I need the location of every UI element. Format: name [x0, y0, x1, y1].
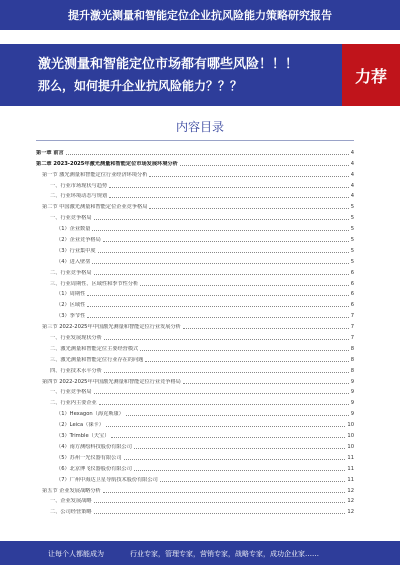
toc-entry-page: 9 [350, 411, 354, 418]
toc-entry[interactable] [36, 255, 354, 266]
toc-entry-page: 8 [350, 367, 354, 374]
toc-entry-text: （1）企业数量 [56, 226, 91, 233]
toc-divider [36, 140, 354, 141]
toc-leader-dots [94, 513, 346, 514]
toc-entry-text: 一、行业市场现状与趋势 [50, 182, 108, 189]
toc-entry-text: （3）行业集中度 [56, 247, 96, 254]
toc-leader-dots [94, 274, 349, 275]
toc-entry-text: （7）广州中海达卫星导航技术股份有限公司 [56, 476, 158, 483]
toc-entry-page: 11 [347, 454, 354, 461]
toc-leader-dots [134, 448, 345, 449]
toc-entry-page: 5 [350, 215, 354, 222]
toc-entry[interactable] [36, 179, 354, 190]
toc-entry-text: 二、行业内主要企业 [50, 400, 97, 407]
toc-entry-page: 7 [350, 324, 354, 331]
toc-leader-dots [103, 492, 346, 493]
toc-leader-dots [111, 437, 345, 438]
toc-entry-page: 4 [350, 160, 354, 167]
toc-entry-text: 三、行业周期性、区域性和季节性分析 [50, 280, 139, 287]
footer-slogan-left: 让每个人都能成为 [48, 550, 104, 558]
toc-entry-text: （2）Leica（徕卡） [56, 422, 104, 429]
toc-leader-dots [104, 372, 349, 373]
toc-entry[interactable] [36, 364, 354, 375]
toc-entry-text: （2）区域性 [56, 302, 86, 309]
toc-entry[interactable] [36, 407, 354, 418]
toc-entry[interactable] [36, 353, 354, 364]
toc-entry-page: 12 [347, 509, 354, 516]
toc-entry-text: （1）Hexagon（海克斯康） [56, 411, 124, 418]
toc-entry-text: （3）季节性 [56, 313, 86, 320]
toc-entry-text: 第三节 2022-2025年中国激光测量和智能定位行业发展分析 [42, 324, 181, 331]
toc-entry-page: 8 [350, 356, 354, 363]
toc-entry-text: 一、企业发展战略 [50, 498, 92, 505]
toc-leader-dots [94, 502, 346, 503]
toc-leader-dots [149, 208, 348, 209]
toc-entry-page: 12 [347, 498, 354, 505]
toc-entry[interactable] [36, 211, 354, 222]
toc-entry-text: 一、行业竞争格局 [50, 215, 92, 222]
toc-entry-text: （2）企业竞争格局 [56, 237, 101, 244]
toc-leader-dots [106, 426, 346, 427]
toc-leader-dots [94, 219, 349, 220]
toc-leader-dots [103, 241, 349, 242]
toc-leader-dots [109, 187, 349, 188]
toc-entry-page: 5 [350, 247, 354, 254]
toc-entry[interactable] [36, 298, 354, 309]
toc-entry[interactable] [36, 386, 354, 397]
toc-entry-page: 5 [350, 226, 354, 233]
toc-entry[interactable] [36, 320, 354, 331]
toc-entry-text: 二、公司经营策略 [50, 509, 92, 516]
toc-entry[interactable] [36, 200, 354, 211]
toc-entry-text: 一、行业竞争格局 [50, 389, 92, 396]
toc-entry-page: 11 [347, 476, 354, 483]
toc-entry-page: 9 [350, 389, 354, 396]
toc-entry-text: 第二节 中国激光测量和智能定位企业竞争格局 [42, 204, 148, 211]
toc-leader-dots [66, 154, 349, 155]
toc-entry-page: 7 [350, 313, 354, 320]
toc-entry[interactable] [36, 429, 354, 440]
toc-entry-text: 第一章 前言 [36, 149, 64, 156]
toc-entry[interactable] [36, 168, 354, 179]
toc-leader-dots [87, 295, 348, 296]
footer-slogan-right: 行业专家，管理专家，营销专家，战略专家，成功企业家…… [130, 550, 319, 558]
toc-entry[interactable] [36, 190, 354, 201]
toc-leader-dots [149, 176, 348, 177]
toc-entry-page: 4 [350, 182, 354, 189]
toc-leader-dots [104, 339, 349, 340]
toc-entry[interactable] [36, 222, 354, 233]
toc-leader-dots [87, 306, 348, 307]
toc-entry-page: 4 [350, 193, 354, 200]
toc-entry-text: 一、行业发展现状分析 [50, 335, 102, 342]
toc-entry[interactable] [36, 462, 354, 473]
toc-entry-page: 5 [350, 237, 354, 244]
toc-entry[interactable] [36, 342, 354, 353]
toc-leader-dots [140, 350, 348, 351]
toc-entry-text: （3）Trimble（天宝） [56, 433, 110, 440]
banner-subheadline: 那么，如何提升企业抗风险能力？？？ [38, 79, 243, 93]
toc-entry-text: 二、行业环境动态与规划 [50, 193, 108, 200]
toc-entry-text: 四、行业技术水平分析 [50, 367, 102, 374]
toc-entry[interactable] [36, 375, 354, 386]
toc-leader-dots [134, 470, 345, 471]
toc-entry-page: 9 [350, 378, 354, 385]
toc-entry[interactable] [36, 451, 354, 462]
toc-entry-page: 7 [350, 335, 354, 342]
toc-entry[interactable] [36, 484, 354, 495]
toc-entry[interactable] [36, 244, 354, 255]
toc-entry-page: 6 [350, 291, 354, 298]
toc-title: 内容目录 [175, 120, 224, 134]
toc-entry-text: 二、激光测量和智能定位主要经营模式 [50, 345, 139, 352]
toc-entry-page: 6 [350, 269, 354, 276]
toc-entry-text: （1）周期性 [56, 291, 86, 298]
toc-leader-dots [145, 361, 348, 362]
toc-entry[interactable] [36, 473, 354, 484]
toc-entry-text: （6）北京博飞仪器股份有限公司 [56, 465, 132, 472]
toc-entry[interactable] [36, 495, 354, 506]
toc-leader-dots [99, 404, 349, 405]
toc-leader-dots [183, 328, 349, 329]
promo-banner [0, 44, 400, 106]
toc-entry-text: （5）苏州一光仪器有限公司 [56, 454, 122, 461]
toc-entry-text: 第五节 企业发展战略分析 [42, 487, 101, 494]
toc-entry[interactable] [36, 146, 354, 157]
toc-leader-dots [87, 317, 348, 318]
toc-entry[interactable] [36, 288, 354, 299]
toc-entry-page: 12 [347, 487, 354, 494]
toc-entry-page: 10 [347, 422, 354, 429]
report-title-bar [0, 0, 400, 30]
toc-entry-text: （4）南方测绘科技股份有限公司 [56, 443, 132, 450]
toc-entry-page: 11 [347, 465, 354, 472]
toc-leader-dots [109, 197, 349, 198]
toc-entry-page: 9 [350, 400, 354, 407]
toc-entry[interactable] [36, 277, 354, 288]
toc-entry[interactable] [36, 157, 354, 168]
toc-entry-page: 4 [350, 149, 354, 156]
toc-entry-page: 10 [347, 433, 354, 440]
toc-entry-page: 5 [350, 204, 354, 211]
banner-headline: 激光测量和智能定位市场都有哪些风险！！！ [38, 57, 299, 72]
table-of-contents [36, 146, 354, 516]
toc-entry-page: 6 [350, 302, 354, 309]
brand-badge: 力荐 [342, 44, 400, 106]
toc-entry-text: 第二章 2023-2025年激光测量和智能定位市场发展环境分析 [36, 160, 178, 167]
toc-entry-page: 6 [350, 280, 354, 287]
toc-entry-text: 二、行业竞争格局 [50, 269, 92, 276]
toc-entry-text: 第一节 激光测量和智能定位行业经济环境分析 [42, 171, 148, 178]
toc-leader-dots [160, 481, 346, 482]
toc-leader-dots [183, 383, 349, 384]
toc-entry[interactable] [36, 396, 354, 407]
toc-leader-dots [98, 252, 349, 253]
toc-leader-dots [180, 165, 349, 166]
toc-entry-page: 4 [350, 171, 354, 178]
report-title: 提升激光测量和智能定位企业抗风险能力策略研究报告 [68, 9, 332, 22]
toc-leader-dots [140, 285, 348, 286]
toc-entry-text: 第四节 2022-2025年中国激光测量和智能定位行业竞争格局 [42, 378, 181, 385]
toc-entry[interactable] [36, 331, 354, 342]
toc-entry[interactable] [36, 505, 354, 516]
toc-entry[interactable] [36, 233, 354, 244]
toc-entry-page: 10 [347, 443, 354, 450]
toc-entry[interactable] [36, 440, 354, 451]
toc-leader-dots [124, 459, 346, 460]
toc-leader-dots [92, 230, 348, 231]
toc-leader-dots [94, 393, 349, 394]
footer-bar [0, 541, 400, 565]
toc-entry-text: 三、激光测量和智能定位行业存在的问题 [50, 356, 144, 363]
toc-entry[interactable] [36, 266, 354, 277]
toc-entry[interactable] [36, 418, 354, 429]
toc-leader-dots [126, 415, 349, 416]
toc-entry-page: 5 [350, 258, 354, 265]
toc-leader-dots [92, 263, 348, 264]
toc-entry[interactable] [36, 309, 354, 320]
toc-entry-text: （4）进入壁垒 [56, 258, 91, 265]
toc-entry-page: 8 [350, 345, 354, 352]
